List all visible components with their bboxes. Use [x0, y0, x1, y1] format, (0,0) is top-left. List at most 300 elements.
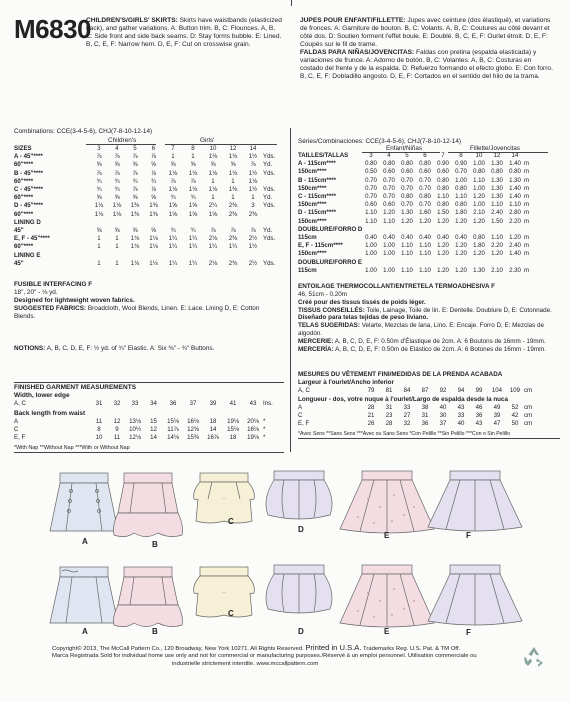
table-section-row: [14, 219, 279, 227]
row-unit: Yd.: [263, 161, 273, 169]
table-cell: 1: [97, 243, 101, 251]
childrens-label: Children's: [108, 137, 137, 144]
table-cell: 1.20: [491, 250, 503, 258]
table-cell: 1⅛: [228, 169, 238, 177]
table-cell: 43: [249, 400, 257, 407]
table-row: [14, 426, 279, 434]
row-label: E, F: [298, 420, 310, 428]
table-cell: 1⅛: [208, 186, 218, 194]
table-cell: 31: [95, 400, 103, 407]
table-cell: 1.20: [419, 217, 431, 225]
table-cell: 1.20: [473, 217, 485, 225]
table-cell: 1¼: [188, 243, 198, 251]
table-cell: 1.00: [455, 176, 467, 184]
table-cell: 1.20: [401, 217, 413, 225]
table-cell: 2.20: [509, 217, 521, 225]
table-cell: ⅞: [250, 161, 256, 169]
table-cell: 1⅛: [94, 210, 104, 218]
table-cell: 12: [113, 418, 121, 425]
table-cell: 1: [231, 177, 235, 185]
finished-heading: FINISHED GARMENT MEASUREMENTS: [14, 384, 137, 391]
section-heading: LINING E: [14, 251, 41, 259]
table-cell: 1.10: [437, 193, 449, 201]
view-letter-front: C: [228, 517, 234, 526]
row-unit: m: [524, 242, 530, 250]
view-letter-back: C: [228, 609, 234, 618]
row-unit: m: [524, 209, 530, 217]
table-cell: 1½: [248, 169, 258, 177]
table-cell: 94: [457, 387, 465, 394]
mercerie-heading: MERCERIE:: [298, 338, 334, 346]
table-cell: ¾: [170, 194, 176, 202]
table-cell: 40: [439, 404, 447, 411]
row-label: E, F - 115cm****: [298, 242, 343, 250]
table-row: [298, 168, 536, 176]
table-cell: 40: [457, 420, 465, 428]
table-cell: 32: [403, 420, 411, 428]
table-cell: 0.80: [509, 168, 521, 176]
table-cell: 0.80: [401, 193, 413, 201]
table-cell: 2⅜: [248, 210, 258, 218]
girls-label: Girls': [200, 137, 215, 144]
view-letter-front: B: [152, 540, 158, 549]
table-cell: 0.70: [401, 184, 413, 192]
interfacing-size: 18", 20" - ⅛ yd.: [14, 289, 58, 296]
row-unit: *: [263, 418, 266, 425]
table-cell: 1⅛: [188, 186, 198, 194]
table-cell: 1.20: [473, 193, 485, 201]
table-cell: 27: [403, 412, 411, 420]
table-cell: 11: [95, 418, 103, 425]
table-cell: 1.10: [401, 250, 413, 258]
table-cell: 1: [115, 243, 119, 251]
table-cell: 42: [511, 412, 519, 420]
table-cell: 1.30: [509, 176, 521, 184]
sens-note: *Avec Sens **Sans Sens ***Avec ou Sans Sens *Con Pelillo **Sin Pelillo ***Con o Sin Pelillo: [298, 431, 511, 437]
table-cell: 1.30: [491, 184, 503, 192]
table-cell: 2¼: [208, 202, 218, 210]
notions-en: [14, 345, 284, 353]
description-fr-title: JUPES POUR ENFANT/FILLETTE:: [300, 17, 406, 24]
row-label: A, C: [298, 387, 310, 394]
table-row: [14, 186, 279, 194]
table-cell: 1¼: [168, 243, 178, 251]
table-cell: 1⅛: [149, 235, 158, 243]
row-label: 150cm****: [298, 250, 327, 258]
table-cell: 8: [97, 426, 101, 434]
table-cell: ⅝: [114, 194, 120, 202]
table-cell: 0.70: [419, 184, 431, 192]
printed-in: Printed in U.S.A.: [305, 643, 362, 652]
row-label: 115cm: [298, 234, 317, 242]
right-main-grid: [298, 152, 536, 275]
description-es-text: Faldas con pretina (espalda elasticada) y variaciones de frunce. A: Adorno de botón. B, C: Volantes. A, B, C: Costuras en costado del frente y de la espalda. D: Refuerzo formando el efecto globo. E: Con forro. B, C, E, F: Dobladillo angosto. D, E, F: Cortados en el sentido del hilo de la trama.: [300, 49, 553, 81]
table-cell: 1.00: [383, 250, 395, 258]
table-cell: 1¼: [168, 259, 178, 267]
section-heading: DOUBLURE/FORRO D: [298, 225, 363, 233]
table-cell: 16⅞: [207, 434, 219, 442]
table-cell: 36: [169, 400, 177, 407]
merceria-heading: MERCERÍA:: [298, 345, 334, 353]
table-cell: 33: [403, 404, 411, 411]
table-row: [14, 418, 279, 426]
table-cell: 2⅜: [228, 259, 238, 267]
footer-line-2: Marca Registrada Sold for individual home use only and not for commercial or manufacturing purposes./Réservé à un emploi personnel. Utilisation commerciale ou: [52, 653, 477, 660]
table-cell: 0.50: [365, 168, 377, 176]
series-label: Séries/Combinaciones: CCE(3-4-5-6), CHJ(7-8-10-12-14): [298, 138, 462, 145]
left-fin-grid: [14, 400, 279, 408]
table-cell: 0.70: [419, 176, 431, 184]
table-cell: 39: [209, 400, 217, 407]
view-a-back-sketch: [50, 567, 118, 623]
interfacing-heading: FUSIBLE INTERFACING F: [14, 281, 93, 288]
suggested-heading: SUGGESTED FABRICS:: [14, 305, 87, 312]
size-header: 14: [249, 145, 257, 152]
table-cell: ⅝: [96, 227, 102, 235]
table-cell: ⅝: [170, 161, 176, 169]
view-letter-back: E: [384, 627, 390, 636]
table-cell: 33: [457, 412, 465, 420]
table-cell: 1: [115, 259, 119, 267]
size-header: 3: [97, 145, 101, 152]
table-cell: 1⅛: [149, 259, 158, 267]
combinations-label: Combinations: CCE(3-4-5-6), CHJ(7-8-10-12-14): [14, 128, 153, 135]
row-unit: cm: [524, 412, 533, 420]
table-row: [14, 161, 279, 169]
table-cell: 2.10: [473, 209, 485, 217]
table-row: [14, 194, 279, 202]
size-header: 5: [405, 152, 409, 159]
table-row: [298, 267, 536, 275]
table-cell: 1.10: [491, 201, 503, 209]
description-fr: [300, 17, 556, 81]
view-letter-front: D: [298, 525, 304, 534]
table-cell: 1⅛: [208, 169, 218, 177]
table-cell: 0.60: [401, 168, 413, 176]
table-cell: 28: [385, 420, 393, 428]
table-cell: 0.60: [419, 168, 431, 176]
sizes-row: [14, 145, 279, 153]
row-unit: Ins.: [263, 400, 273, 407]
table-cell: 2⅛: [208, 235, 218, 243]
table-cell: 43: [475, 420, 483, 428]
row-unit: cm: [524, 387, 533, 394]
table-cell: ⅞: [150, 186, 157, 194]
table-cell: 15⅜: [187, 434, 199, 442]
table-cell: 2⅛: [208, 259, 218, 267]
table-cell: ⅝: [132, 194, 138, 202]
row-label: E, F - 45"****: [14, 235, 50, 243]
table-cell: 30: [439, 412, 447, 420]
table-cell: 19⅛: [247, 434, 259, 442]
table-cell: 9: [115, 426, 119, 434]
table-cell: ¾: [170, 227, 176, 235]
sizes-label: TAILLES/TALLAS: [298, 152, 349, 159]
table-cell: ⅝: [96, 161, 102, 169]
table-cell: 37: [439, 420, 447, 428]
table-row: [298, 412, 536, 420]
row-unit: [263, 178, 279, 186]
longueur-heading: Longueur - dos, votre nuque à l'ourlet/Largo de espalda desde la nuca: [298, 396, 509, 403]
table-cell: 34: [150, 400, 157, 407]
table-cell: 1.30: [491, 193, 503, 201]
table-cell: 1: [191, 153, 195, 161]
table-row: [298, 185, 536, 193]
row-unit: cm: [524, 420, 533, 428]
table-cell: 2.30: [509, 266, 521, 274]
row-unit: Yd.: [263, 227, 273, 235]
table-cell: 0.70: [419, 201, 431, 209]
size-header: 3: [369, 152, 373, 159]
table-cell: 1.80: [473, 242, 485, 250]
size-header: 7: [171, 145, 175, 152]
description-fr-text: Jupes avec ceinture (dos élastiqué), et variations de fronces. A: Garniture de bouton. B, C: Volants. A, B, C: Coutures au côté devant et côté dos. D: Soutien forment l'effet boule. E: Doublé. B, C, E, F: Ourlet étroit. D, E, F: Coupés sur le fil de trame.: [300, 17, 551, 49]
table-cell: 0.80: [383, 160, 395, 168]
table-cell: 1⅜: [130, 210, 140, 218]
row-unit: m: [524, 168, 530, 176]
table-cell: 1½: [248, 153, 258, 161]
table-cell: ⅝: [230, 161, 236, 169]
table-cell: ¾: [114, 177, 120, 185]
nap-note: *With Nap **Without Nap ***With or Without Nap: [14, 445, 130, 451]
tissus-text: Toile, Lainage, Toile de lin. E: Dentelle. Doublure D, E: Cotonnade.: [366, 306, 552, 314]
table-cell: 1¼: [228, 243, 238, 251]
table-cell: 1.20: [473, 250, 485, 258]
table-cell: 2⅜: [228, 210, 238, 218]
table-cell: 0.40: [455, 234, 467, 242]
table-row: [298, 234, 536, 242]
view-letter-front: F: [466, 531, 471, 540]
table-cell: 1⅝: [168, 210, 178, 218]
table-cell: 1⅛: [168, 169, 178, 177]
table-cell: 16⅛: [187, 418, 199, 425]
table-cell: 0.80: [473, 234, 485, 242]
table-row: [14, 153, 279, 161]
row-label: B - 45"****: [14, 169, 43, 177]
tissus-heading: TISSUS CONSEILLÉS:: [298, 306, 365, 314]
table-cell: 0.80: [455, 184, 467, 192]
table-cell: 1.20: [455, 242, 467, 250]
mercerie-text: A, B, C, D, E, F: 0.50m d'Élastique de 2cm. A: 6 Boutons de 16mm - 19mm.: [334, 338, 546, 346]
table-cell: 0.80: [473, 168, 485, 176]
table-cell: 0.60: [437, 168, 449, 176]
entoilage-size: 46, 51cm - 0.20m: [298, 290, 347, 298]
designed-for: Designed for lightweight woven fabrics.: [14, 297, 135, 304]
table-cell: 1⅛: [130, 235, 140, 243]
table-cell: ⅝: [132, 161, 138, 169]
table-cell: 1.00: [365, 250, 377, 258]
table-cell: 1¼: [208, 243, 218, 251]
row-label: 60"****: [14, 243, 34, 251]
table-cell: 0.70: [383, 193, 395, 201]
table-cell: ⅝: [96, 194, 102, 202]
table-cell: 0.70: [401, 176, 413, 184]
sizes-label: SIZES: [14, 145, 32, 152]
table-cell: 12: [150, 426, 157, 434]
row-label: 60"****: [14, 161, 34, 169]
size-header: 10: [475, 152, 483, 159]
table-cell: 1.10: [365, 209, 377, 217]
registration-mark: [291, 0, 292, 6]
row-label: B - 115cm****: [298, 176, 336, 184]
table-cell: 0.80: [437, 184, 449, 192]
table-cell: 1.00: [473, 160, 485, 168]
row-label: A: [14, 418, 19, 425]
table-cell: 46: [475, 404, 483, 411]
size-header: 7: [441, 152, 445, 159]
back-length-heading: Back length from waist: [14, 410, 86, 417]
table-cell: 1.00: [383, 266, 395, 274]
table-cell: 28: [367, 404, 375, 411]
table-row: [14, 434, 279, 442]
table-cell: 20⅛: [247, 418, 259, 425]
fabric-info-fr-es: [298, 283, 560, 354]
row-unit: m: [524, 234, 530, 242]
row-label: 45": [14, 227, 24, 235]
row-label: C: [14, 426, 19, 434]
table-cell: 0.70: [455, 168, 467, 176]
table-cell: 1.00: [383, 242, 395, 250]
cree-pour: Créé pour des tissus tissés de poids léger.: [298, 298, 426, 306]
table-cell: 15⅛: [227, 426, 239, 434]
table-cell: 50: [511, 420, 519, 428]
table-cell: 19⅛: [227, 418, 239, 425]
table-cell: ⅞: [150, 153, 157, 161]
table-cell: ⅞: [190, 177, 196, 185]
table-cell: 1.00: [473, 201, 485, 209]
row-label: D - 115cm****: [298, 209, 336, 217]
table-cell: 1.20: [455, 266, 467, 274]
table-cell: ⅞: [210, 227, 216, 235]
table-cell: 1.10: [419, 266, 431, 274]
table-cell: 36: [421, 420, 429, 428]
row-label: 60"****: [14, 194, 34, 202]
row-unit: m: [524, 160, 530, 168]
table-cell: 2.40: [491, 209, 503, 217]
table-cell: 2⅜: [228, 235, 238, 243]
table-cell: 32: [113, 400, 121, 407]
description-es-title: FALDAS PARA NIÑAS/JOVENCITAS:: [300, 49, 415, 57]
table-cell: 1¼: [188, 235, 198, 243]
table-cell: 1½: [248, 243, 258, 251]
table-row: [14, 178, 279, 186]
table-cell: 0.80: [419, 160, 431, 168]
table-cell: 1.10: [383, 217, 395, 225]
table-cell: 1.00: [365, 242, 377, 250]
right-long-grid: [298, 404, 536, 429]
size-header: 14: [511, 152, 519, 159]
table-cell: 1⅛: [228, 153, 238, 161]
table-cell: 2.20: [491, 242, 503, 250]
table-cell: 1⅛: [248, 177, 258, 185]
disenado-para: Diseñado para telas tejidas de peso liviano.: [298, 314, 429, 322]
table-cell: 1¼: [188, 259, 198, 267]
table-cell: 1⅝: [168, 202, 178, 210]
notions-heading: NOTIONS:: [14, 345, 46, 352]
view-letter-front: A: [82, 537, 88, 546]
row-unit: Yds.: [263, 153, 276, 161]
row-label: 150cm****: [298, 217, 327, 225]
table-cell: 1.30: [491, 160, 503, 168]
section-heading: LINING D: [14, 218, 41, 226]
row-label: 150cm****: [298, 201, 327, 209]
table-cell: ⅝: [150, 227, 157, 235]
description-en-title: CHILDREN'S/GIRLS' SKIRTS:: [86, 17, 178, 24]
table-cell: 1⅝: [188, 202, 198, 210]
recycle-icon: [521, 645, 547, 669]
table-cell: 16⅛: [247, 426, 259, 434]
table-cell: 1: [211, 177, 215, 185]
size-header: 6: [151, 145, 156, 152]
table-cell: 12⅝: [187, 426, 199, 434]
table-cell: 84: [403, 387, 411, 394]
table-cell: 109: [509, 387, 521, 394]
size-header: 12: [493, 152, 501, 159]
footer: [52, 643, 512, 668]
table-cell: 1.50: [491, 217, 503, 225]
table-cell: 81: [385, 387, 393, 394]
table-cell: 2.40: [509, 242, 521, 250]
view-c-back-sketch: [194, 567, 255, 617]
row-label: A, C: [14, 400, 26, 407]
table-cell: 0.60: [365, 201, 377, 209]
table-cell: 1.10: [365, 217, 377, 225]
table-row: [298, 242, 536, 250]
table-cell: 1.40: [509, 160, 521, 168]
table-cell: 11: [113, 434, 121, 442]
view-f-front-sketch: [428, 471, 522, 531]
row-unit: *: [263, 434, 266, 442]
size-header: 12: [229, 145, 237, 152]
size-header: 8: [191, 145, 195, 152]
table-cell: 2.80: [509, 209, 521, 217]
table-cell: 1⅜: [130, 202, 140, 210]
table-cell: ¾: [190, 227, 196, 235]
table-cell: ⅝: [190, 161, 196, 169]
right-fin-grid: [298, 387, 536, 395]
table-cell: 14: [150, 434, 157, 442]
table-cell: ¾: [132, 177, 138, 185]
table-cell: ⅞: [132, 153, 138, 161]
row-unit: [263, 211, 279, 219]
table-cell: 0.60: [383, 168, 395, 176]
table-cell: ¾: [96, 177, 102, 185]
table-cell: 31: [421, 412, 429, 420]
view-a-front-sketch: [50, 473, 118, 531]
table-cell: 1.10: [401, 266, 413, 274]
table-cell: 33: [131, 400, 139, 407]
table-cell: 31: [385, 404, 393, 411]
table-cell: 0.90: [437, 160, 449, 168]
table-cell: 0.40: [419, 234, 431, 242]
table-cell: 0.90: [455, 160, 467, 168]
table-cell: ⅞: [150, 169, 157, 177]
description-en-text: Skirts have waistbands (elasticized back), and gather variations. A: Button trim. B, C: Flounces. A, B, C: Side front and side back seams. D: Stay forms bubble. E: Lined. B, C, E, F: Narrow hem. D, E, F: Cut on crosswise grain.: [86, 17, 282, 49]
row-unit: Yds.: [263, 202, 276, 210]
table-cell: 1⅛: [112, 210, 122, 218]
table-cell: 1.10: [491, 234, 503, 242]
table-section-row: [298, 226, 536, 234]
table-cell: 0.70: [365, 193, 377, 201]
view-f-back-sketch: [428, 565, 522, 625]
entoilage-heading: ENTOILAGE THERMOCOLLANT/ENTRETELA TERMOADHESIVA F: [298, 283, 495, 290]
table-row: [14, 243, 279, 251]
table-cell: 14⅛: [167, 434, 179, 442]
skirt-sketches: [0, 455, 570, 655]
size-header: 10: [209, 145, 217, 152]
table-row: [298, 218, 536, 226]
table-section-row: [14, 252, 279, 260]
